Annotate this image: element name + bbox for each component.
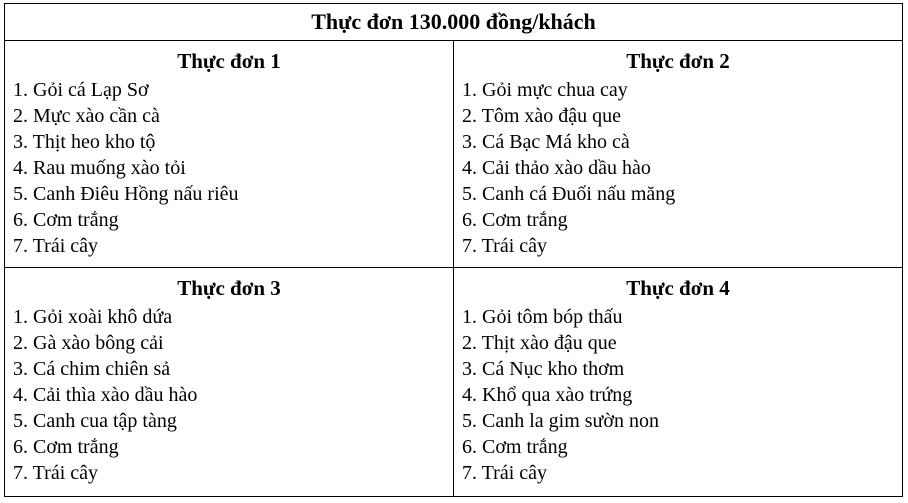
menu-4-item: 1. Gỏi tôm bóp thấu	[462, 306, 623, 328]
menu-2-heading: Thực đơn 2	[626, 49, 730, 73]
menu-1-item: 6. Cơm trắng	[13, 209, 119, 231]
menu-3-heading: Thực đơn 3	[177, 276, 281, 300]
menu-2-item: 7. Trái cây	[462, 235, 547, 257]
menu-title: Thực đơn 130.000 đồng/khách	[5, 4, 903, 41]
menu-3-item: 2. Gà xào bông cải	[13, 332, 164, 354]
menu-2-item: 1. Gỏi mực chua cay	[462, 79, 628, 101]
menu-3-list	[13, 304, 453, 486]
menu-2-item: 5. Canh cá Đuối nấu măng	[462, 183, 676, 205]
menu-2-list	[462, 77, 902, 259]
menu-4-item: 5. Canh la gim sườn non	[462, 410, 659, 432]
menu-1-item: 7. Trái cây	[13, 235, 98, 257]
menu-row-bottom	[5, 268, 903, 497]
menu-2-item: 6. Cơm trắng	[462, 209, 568, 231]
menu-3	[5, 268, 454, 497]
menu-4-list	[462, 304, 902, 486]
menu-row-top	[5, 41, 903, 268]
menu-4	[454, 268, 903, 497]
menu-2	[454, 41, 903, 268]
menu-2-item: 3. Cá Bạc Má kho cà	[462, 131, 630, 153]
menu-4-heading: Thực đơn 4	[626, 276, 730, 300]
title-row	[5, 4, 903, 41]
menu-1-heading: Thực đơn 1	[177, 49, 281, 73]
menu-3-item: 7. Trái cây	[13, 462, 98, 484]
menu-1	[5, 41, 454, 268]
menu-1-item: 2. Mực xào cần cà	[13, 105, 160, 127]
menu-1-item: 4. Rau muống xào tỏi	[13, 157, 186, 179]
menu-4-item: 7. Trái cây	[462, 462, 547, 484]
menu-4-item: 6. Cơm trắng	[462, 436, 568, 458]
menu-4-item: 3. Cá Nục kho thơm	[462, 358, 625, 380]
menu-1-list	[13, 77, 453, 259]
menu-4-item: 2. Thịt xào đậu que	[462, 332, 617, 354]
menu-3-item: 5. Canh cua tập tàng	[13, 410, 177, 432]
menu-1-item: 3. Thịt heo kho tộ	[13, 131, 156, 153]
menu-1-item: 1. Gỏi cá Lạp Sơ	[13, 79, 149, 101]
menu-2-item: 2. Tôm xào đậu que	[462, 105, 622, 127]
menu-3-item: 3. Cá chim chiên sả	[13, 358, 171, 380]
menu-4-item: 4. Khổ qua xào trứng	[462, 384, 633, 406]
menu-table	[4, 3, 903, 497]
menu-3-item: 1. Gỏi xoài khô dứa	[13, 306, 173, 328]
menu-1-item: 5. Canh Điêu Hồng nấu riêu	[13, 183, 239, 205]
menu-3-item: 4. Cải thìa xào dầu hào	[13, 384, 198, 406]
menu-2-item: 4. Cải thảo xào dầu hào	[462, 157, 651, 179]
menu-3-item: 6. Cơm trắng	[13, 436, 119, 458]
